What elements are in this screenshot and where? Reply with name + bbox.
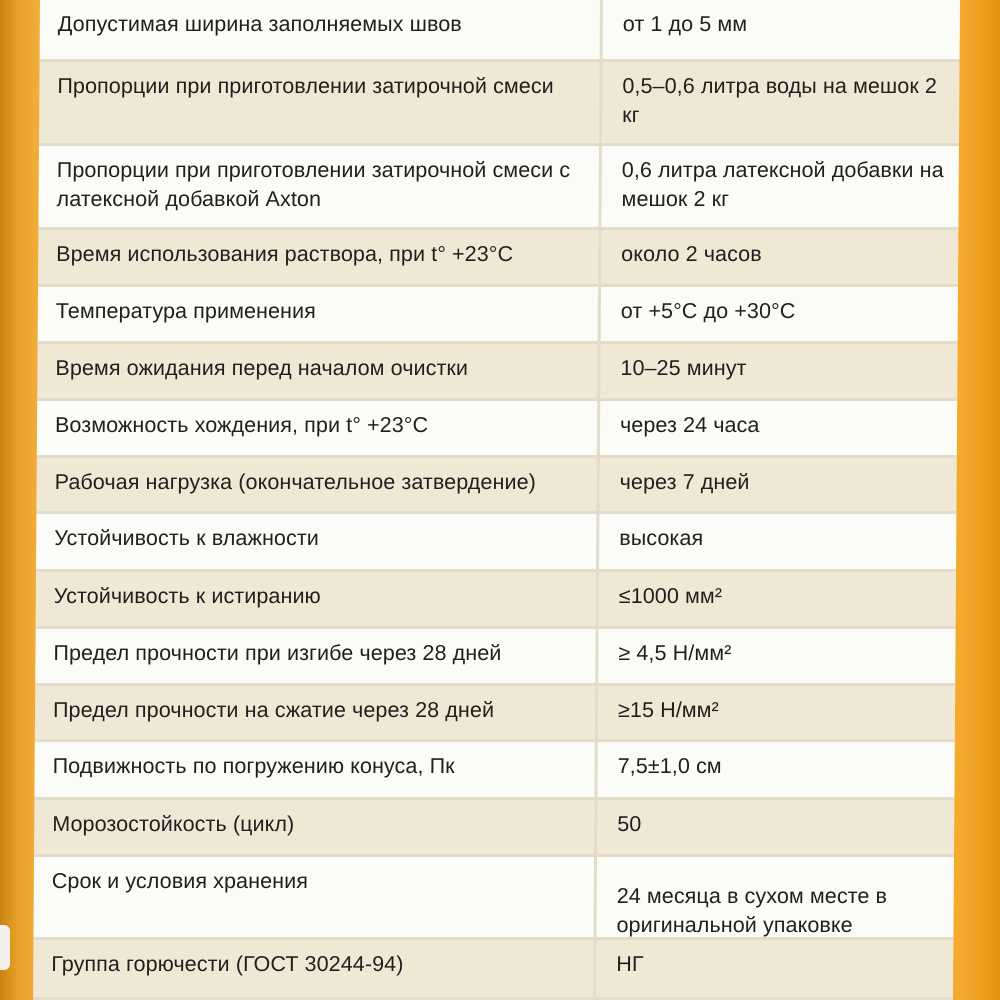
table-row (33, 857, 954, 940)
property-cell: Время использования раствора, при t° +23°C (38, 230, 601, 284)
property-cell: Срок и условия хранения (33, 857, 597, 937)
value-cell: 7,5±1,0 см (617, 754, 722, 779)
value-cell: 0,5–0,6 литра воды на мешок 2 кг (622, 73, 938, 127)
value-cell: от 1 до 5 мм (622, 12, 748, 36)
table-row (36, 514, 956, 572)
value-cell: ≤1000 мм² (618, 584, 723, 609)
value-cell: 50 (617, 812, 642, 837)
table-row (36, 572, 956, 629)
table-row (40, 0, 960, 62)
value-cell: через 7 дней (619, 469, 750, 494)
value-cell: через 24 часа (619, 412, 760, 437)
value-cell: около 2 часов (621, 241, 762, 266)
table-row (37, 401, 957, 458)
spec-table (33, 0, 960, 1000)
property-cell: Время ожидания перед началом очистки (37, 344, 600, 398)
value-cell: от +5°C до +30°C (620, 298, 796, 323)
property-cell: Пропорции при приготовлении затирочной смеси с латексной добавкой Axton (38, 146, 602, 227)
table-row (38, 230, 958, 287)
property-cell: Устойчивость к влажности (36, 514, 599, 569)
table-row (35, 686, 955, 742)
property-cell: Группа горючести (ГОСТ 30244-94) (33, 940, 596, 997)
property-cell: Подвижность по погружению конуса, Пк (34, 742, 597, 797)
property-cell: Морозостойкость (цикл) (34, 800, 597, 854)
table-row (35, 629, 955, 686)
table-row (37, 344, 957, 401)
package-scrap (0, 925, 10, 970)
property-cell: Возможность хождения, при t° +23°C (37, 401, 600, 455)
value-cell: высокая (619, 526, 704, 551)
property-cell: Допустимая ширина заполняемых швов (40, 0, 603, 59)
property-cell: Устойчивость к истиранию (36, 572, 599, 626)
table-row (39, 62, 960, 147)
value-cell: 10–25 минут (620, 355, 747, 380)
table-row (34, 800, 954, 857)
value-cell: 0,6 литра латексной добавки на мешок 2 кг (621, 158, 944, 212)
package-right-edge (960, 0, 1000, 1000)
property-cell: Температура применения (38, 287, 601, 341)
value-cell: ≥15 Н/мм² (617, 698, 719, 723)
table-row (33, 940, 953, 1000)
value-cell: 24 месяца в сухом месте в оригинальной упаковке (616, 884, 888, 938)
table-row (36, 458, 956, 514)
table-row (34, 742, 954, 800)
value-cell: НГ (616, 952, 644, 977)
property-cell: Предел прочности при изгибе через 28 дней (35, 629, 598, 683)
table-row (38, 146, 959, 230)
table-row (38, 287, 958, 344)
property-cell: Пропорции при приготовлении затирочной смеси (39, 62, 603, 144)
property-cell: Предел прочности на сжатие через 28 дней (35, 686, 598, 739)
property-cell: Рабочая нагрузка (окончательное затвердение) (36, 458, 599, 511)
value-cell: ≥ 4,5 Н/мм² (618, 641, 732, 666)
